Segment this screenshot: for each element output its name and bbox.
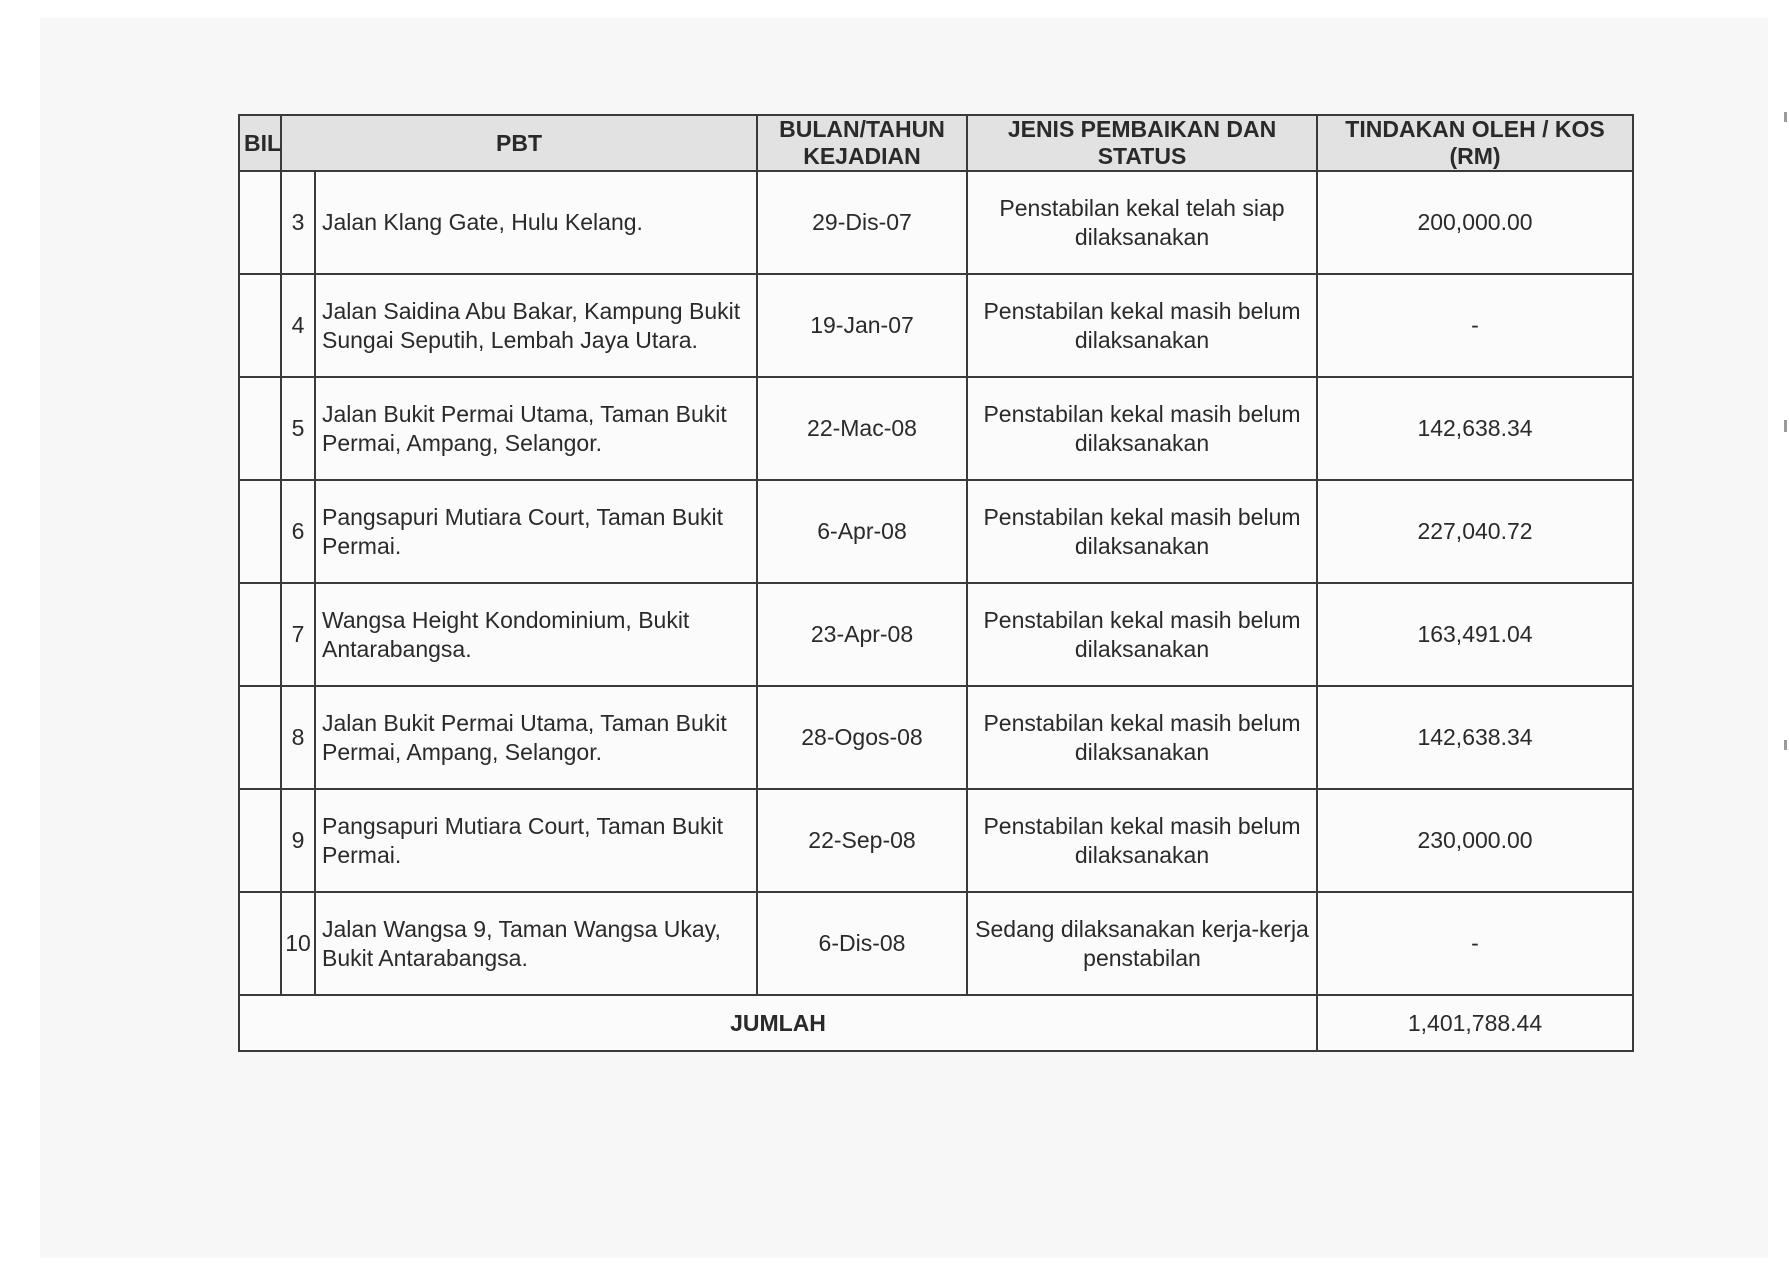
- pbt-cell: Jalan Saidina Abu Bakar, Kampung Bukit Sungai Seputih, Lembah Jaya Utara.: [315, 274, 757, 377]
- table-row: [239, 583, 1633, 686]
- status-cell: Penstabilan kekal masih belum dilaksanakan: [967, 274, 1317, 377]
- pbt-cell: Jalan Klang Gate, Hulu Kelang.: [315, 171, 757, 274]
- date-cell: 23-Apr-08: [757, 583, 967, 686]
- total-row: [239, 995, 1633, 1051]
- bil-cell: [239, 583, 281, 686]
- row-number: 10: [281, 892, 315, 995]
- table-row: [239, 480, 1633, 583]
- date-cell: 22-Sep-08: [757, 789, 967, 892]
- scan-speck: [464, 1208, 470, 1214]
- table-row: [239, 789, 1633, 892]
- table-row: [239, 171, 1633, 274]
- pbt-cell: Jalan Bukit Permai Utama, Taman Bukit Permai, Ampang, Selangor.: [315, 377, 757, 480]
- status-cell: Penstabilan kekal masih belum dilaksanakan: [967, 377, 1317, 480]
- status-cell: Penstabilan kekal telah siap dilaksanakan: [967, 171, 1317, 274]
- date-cell: 28-Ogos-08: [757, 686, 967, 789]
- bil-cell: [239, 892, 281, 995]
- row-number: 8: [281, 686, 315, 789]
- table-row: [239, 686, 1633, 789]
- header-jenis: JENIS PEMBAIKAN DAN STATUS: [967, 115, 1317, 171]
- row-number: 9: [281, 789, 315, 892]
- bil-cell: [239, 789, 281, 892]
- bil-cell: [239, 171, 281, 274]
- table-row: [239, 274, 1633, 377]
- bil-cell: [239, 377, 281, 480]
- kos-cell: 227,040.72: [1317, 480, 1633, 583]
- table-body: [239, 171, 1633, 995]
- pbt-cell: Pangsapuri Mutiara Court, Taman Bukit Permai.: [315, 480, 757, 583]
- header-row: [239, 115, 1633, 171]
- table-container: [238, 114, 1634, 1052]
- pbt-cell: Jalan Bukit Permai Utama, Taman Bukit Permai, Ampang, Selangor.: [315, 686, 757, 789]
- kos-cell: 200,000.00: [1317, 171, 1633, 274]
- header-bil: BIL: [239, 115, 281, 171]
- total-label: JUMLAH: [239, 995, 1317, 1051]
- scan-edge-mark: [1784, 420, 1787, 432]
- kos-cell: -: [1317, 892, 1633, 995]
- row-number: 6: [281, 480, 315, 583]
- status-cell: Sedang dilaksanakan kerja-kerja penstabilan: [967, 892, 1317, 995]
- pbt-cell: Wangsa Height Kondominium, Bukit Antarabangsa.: [315, 583, 757, 686]
- status-cell: Penstabilan kekal masih belum dilaksanakan: [967, 789, 1317, 892]
- scan-speck: [1348, 1208, 1354, 1214]
- row-number: 3: [281, 171, 315, 274]
- date-cell: 6-Dis-08: [757, 892, 967, 995]
- scan-edge-mark: [1784, 112, 1787, 122]
- row-number: 4: [281, 274, 315, 377]
- kos-cell: 142,638.34: [1317, 686, 1633, 789]
- pbt-cell: Pangsapuri Mutiara Court, Taman Bukit Permai.: [315, 789, 757, 892]
- date-cell: 22-Mac-08: [757, 377, 967, 480]
- date-cell: 19-Jan-07: [757, 274, 967, 377]
- row-number: 7: [281, 583, 315, 686]
- kos-cell: 230,000.00: [1317, 789, 1633, 892]
- date-cell: 6-Apr-08: [757, 480, 967, 583]
- kos-cell: 142,638.34: [1317, 377, 1633, 480]
- date-cell: 29-Dis-07: [757, 171, 967, 274]
- bil-cell: [239, 274, 281, 377]
- scan-edge-mark: [1784, 740, 1787, 750]
- status-cell: Penstabilan kekal masih belum dilaksanakan: [967, 583, 1317, 686]
- header-tindakan: TINDAKAN OLEH / KOS (RM): [1317, 115, 1633, 171]
- table-row: [239, 377, 1633, 480]
- total-value: 1,401,788.44: [1317, 995, 1633, 1051]
- landslide-repair-table: [238, 114, 1634, 1052]
- pbt-cell: Jalan Wangsa 9, Taman Wangsa Ukay, Bukit Antarabangsa.: [315, 892, 757, 995]
- kos-cell: -: [1317, 274, 1633, 377]
- row-number: 5: [281, 377, 315, 480]
- status-cell: Penstabilan kekal masih belum dilaksanakan: [967, 686, 1317, 789]
- bil-cell: [239, 480, 281, 583]
- header-pbt: PBT: [281, 115, 757, 171]
- kos-cell: 163,491.04: [1317, 583, 1633, 686]
- header-bulan-tahun: BULAN/TAHUN KEJADIAN: [757, 115, 967, 171]
- status-cell: Penstabilan kekal masih belum dilaksanakan: [967, 480, 1317, 583]
- scan-speck: [904, 1208, 910, 1214]
- bil-cell: [239, 686, 281, 789]
- table-row: [239, 892, 1633, 995]
